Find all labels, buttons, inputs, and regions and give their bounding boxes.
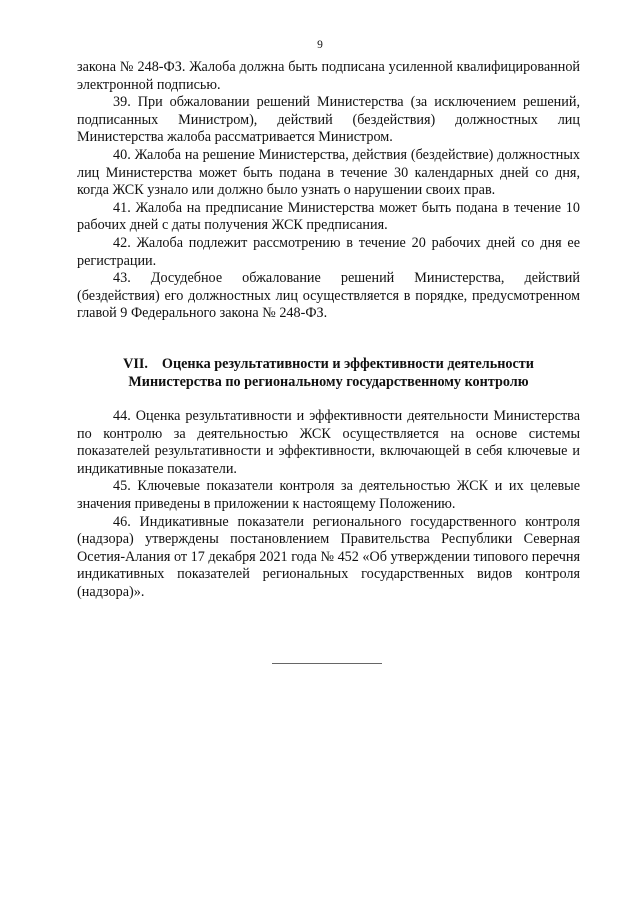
- paragraph-45: 45. Ключевые показатели контроля за деятельностью ЖСК и их целевые значения приведены в приложении к настоящему Положению.: [77, 478, 580, 512]
- section-title-line1: Оценка результативности и эффективности деятельности: [161, 356, 534, 372]
- paragraph-40: 40. Жалоба на решение Министерства, действия (бездействие) должностных лиц Министерства может быть подана в течение 30 календарных дней со дня, когда ЖСК узнало или должно было узнать о нарушении своих прав.: [77, 146, 580, 199]
- section-heading-line1: [77, 356, 580, 374]
- paragraph-41: 41. Жалоба на предписание Министерства может быть подана в течение 10 рабочих дней с даты получения ЖСК предписания.: [77, 199, 580, 234]
- paragraph-42: 42. Жалоба подлежит рассмотрению в течение 20 рабочих дней со дня ее регистрации.: [77, 234, 580, 269]
- paragraph-44: 44. Оценка результативности и эффективности деятельности Министерства по контролю за деятельностью ЖСК осуществляется на основе системы показателей результативности и эффективности, включающей в себя ключевые и индикативные показатели.: [77, 408, 580, 477]
- paragraph-continuation: закона № 248-ФЗ. Жалоба должна быть подписана усиленной квалифицированной электронной подписью.: [77, 59, 580, 93]
- page-number: 9: [317, 39, 323, 51]
- evaluation-paragraphs: [77, 408, 580, 602]
- section-title-line2: Министерства по региональному государственному контролю: [128, 373, 529, 390]
- section-number: VII.: [123, 356, 148, 372]
- paragraph-43: 43. Досудебное обжалование решений Министерства, действий (бездействия) его должностных лиц осуществляется в порядке, предусмотренном главой 9 Федерального закона № 248-ФЗ.: [77, 270, 580, 322]
- complaint-paragraphs: [77, 59, 580, 323]
- paragraph-39: 39. При обжаловании решений Министерства (за исключением решений, подписанных Министром), действий (бездействия) должностных лиц Министерства жалоба рассматривается Министром.: [77, 94, 580, 146]
- section-heading: [77, 356, 580, 392]
- paragraph-46: 46. Индикативные показатели регионального государственного контроля (надзора) утверждены постановлением Правительства Республики Северная Осетия-Алания от 17 декабря 2021 года № 452 «Об утверждении типового перечня индикативных показателей региональных государственных видов контроля (надзора)».: [77, 513, 580, 600]
- end-separator-line: [272, 663, 382, 664]
